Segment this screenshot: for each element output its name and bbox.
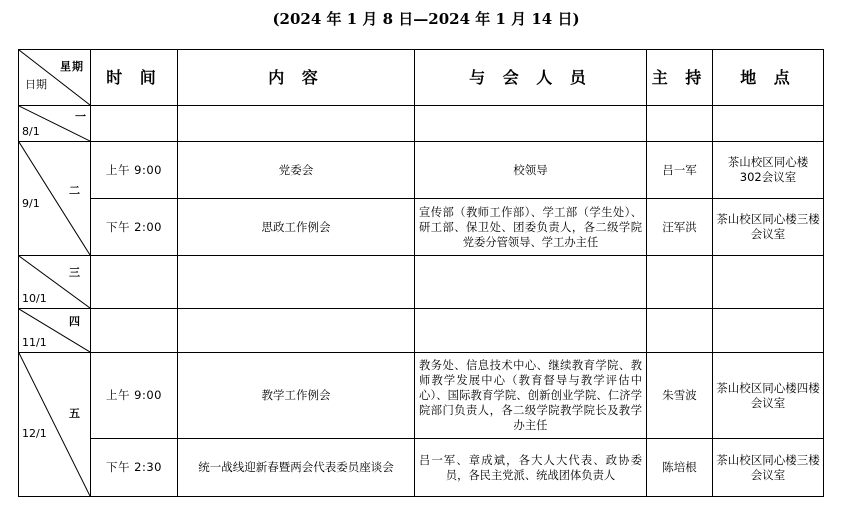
attendees-cell: 校领导 — [415, 142, 647, 199]
header-row — [19, 50, 824, 106]
table-row — [19, 199, 824, 256]
location-cell — [713, 106, 824, 142]
table-row — [19, 439, 824, 497]
content-cell: 党委会 — [178, 142, 415, 199]
location-cell: 茶山校区同心楼三楼会议室 — [713, 439, 824, 497]
host-cell — [647, 256, 713, 309]
page-title: (2024 年 1 月 8 日—2024 年 1 月 14 日) — [272, 10, 580, 28]
time-cell: 下午 2:00 — [91, 199, 178, 256]
day-cell-wed — [19, 256, 91, 309]
host-header: 主 持 — [647, 50, 713, 106]
time-cell: 上午 9:00 — [91, 353, 178, 439]
weekday-label: 五 — [69, 407, 80, 420]
host-cell: 朱雪波 — [647, 353, 713, 439]
day-cell-fri — [19, 353, 91, 497]
time-header: 时 间 — [91, 50, 178, 106]
location-cell: 茶山校区同心楼三楼会议室 — [713, 199, 824, 256]
header-diagonal-cell — [19, 50, 91, 106]
day-cell-mon — [19, 106, 91, 142]
location-cell: 茶山校区同心楼 302会议室 — [713, 142, 824, 199]
content-cell — [178, 106, 415, 142]
attendees-cell: 宣传部（教师工作部）、学工部（学生处）、研工部、保卫处、团委负责人，各二级学院党委分管领导、学工办主任 — [415, 199, 647, 256]
date-label: 9/1 — [22, 197, 40, 210]
attendees-cell — [415, 256, 647, 309]
day-cell-tue — [19, 142, 91, 256]
content-cell: 教学工作例会 — [178, 353, 415, 439]
attendees-header: 与 会 人 员 — [415, 50, 647, 106]
table-row — [19, 256, 824, 309]
host-cell: 陈培根 — [647, 439, 713, 497]
content-header: 内 容 — [178, 50, 415, 106]
location-cell — [713, 309, 824, 353]
table-row — [19, 309, 824, 353]
content-cell — [178, 309, 415, 353]
location-cell — [713, 256, 824, 309]
time-cell — [91, 309, 178, 353]
location-cell: 茶山校区同心楼四楼会议室 — [713, 353, 824, 439]
date-label: 10/1 — [22, 292, 47, 305]
location-header: 地 点 — [713, 50, 824, 106]
table-row — [19, 106, 824, 142]
weekday-label: 四 — [69, 315, 80, 328]
host-cell: 汪军洪 — [647, 199, 713, 256]
date-label: 12/1 — [22, 427, 47, 440]
table-row — [19, 353, 824, 439]
attendees-cell: 吕一军、章成斌，各大人大代表、政协委员，各民主党派、统战团体负责人 — [415, 439, 647, 497]
time-cell — [91, 256, 178, 309]
date-header-label: 日期 — [25, 78, 47, 91]
content-cell — [178, 256, 415, 309]
date-label: 8/1 — [22, 125, 40, 138]
date-label: 11/1 — [22, 336, 47, 349]
weekday-label: 三 — [69, 266, 80, 279]
host-cell — [647, 106, 713, 142]
table-row — [19, 142, 824, 199]
weekday-label: 一 — [75, 110, 86, 123]
time-cell: 下午 2:30 — [91, 439, 178, 497]
attendees-cell — [415, 309, 647, 353]
content-cell: 统一战线迎新春暨两会代表委员座谈会 — [178, 439, 415, 497]
attendees-cell — [415, 106, 647, 142]
schedule-table — [18, 49, 824, 497]
time-cell — [91, 106, 178, 142]
day-cell-thu — [19, 309, 91, 353]
host-cell: 吕一军 — [647, 142, 713, 199]
content-cell: 思政工作例会 — [178, 199, 415, 256]
weekday-header-label: 星期 — [60, 60, 84, 73]
diagonal-line — [19, 353, 90, 496]
host-cell — [647, 309, 713, 353]
time-cell: 上午 9:00 — [91, 142, 178, 199]
weekday-label: 二 — [69, 184, 80, 197]
attendees-cell: 教务处、信息技术中心、继续教育学院、教师教学发展中心（教育督导与教学评估中心）、国际教育学院、创新创业学院、仁济学院部门负责人，各二级学院教学院长及教学办主任 — [415, 353, 647, 439]
